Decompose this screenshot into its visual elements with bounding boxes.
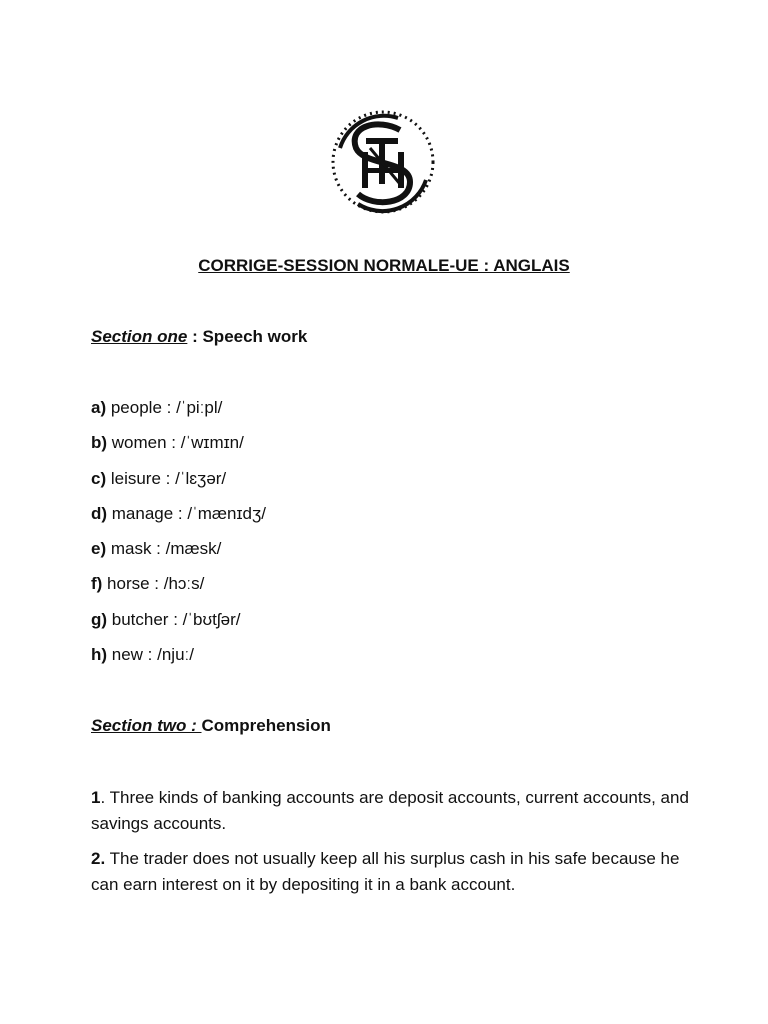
section-two-heading <box>91 716 331 736</box>
section-one-name: Speech work <box>202 327 308 346</box>
answer-number: 2. <box>91 849 106 868</box>
section-one-separator: : <box>187 327 203 346</box>
item-text: women : /ˈwɪmɪn/ <box>107 433 244 452</box>
list-item <box>91 609 240 631</box>
section-two-name: Comprehension <box>201 716 331 735</box>
answer-item <box>91 785 691 837</box>
item-key: f) <box>91 574 103 593</box>
answer-text: . Three kinds of banking accounts are deposit accounts, current accounts, and savings accounts. <box>91 788 689 833</box>
item-key: e) <box>91 539 107 558</box>
sth-monogram-icon <box>318 108 448 220</box>
list-item <box>91 397 222 419</box>
item-text: leisure : /ˈlɛʒər/ <box>106 469 227 488</box>
list-item <box>91 538 221 560</box>
section-two-label: Section two : <box>91 716 202 735</box>
list-item <box>91 503 266 525</box>
item-text: butcher : /ˈbʊtʃər/ <box>107 610 241 629</box>
item-key: g) <box>91 610 108 629</box>
item-text: mask : /mæsk/ <box>106 539 222 558</box>
list-item <box>91 468 226 490</box>
sth-logo <box>318 108 448 220</box>
item-key: c) <box>91 469 107 488</box>
list-item <box>91 432 244 454</box>
item-text: people : /ˈpiːpl/ <box>106 398 223 417</box>
item-text: manage : /ˈmænɪdʒ/ <box>107 504 266 523</box>
item-key: a) <box>91 398 107 417</box>
item-key: b) <box>91 433 108 452</box>
list-item <box>91 573 204 595</box>
item-text: new : /njuː/ <box>107 645 194 664</box>
item-key: h) <box>91 645 108 664</box>
page-title: CORRIGE-SESSION NORMALE-UE : ANGLAIS <box>198 256 570 275</box>
item-key: d) <box>91 504 108 523</box>
answer-number: 1 <box>91 788 101 807</box>
section-one-heading <box>91 327 307 347</box>
answer-text: The trader does not usually keep all his surplus cash in his safe because he can earn interest on it by depositing it in a bank account. <box>91 849 680 894</box>
item-text: horse : /hɔːs/ <box>102 574 205 593</box>
list-item <box>91 644 194 666</box>
section-one-label: Section one <box>91 327 188 346</box>
answer-item <box>91 846 691 898</box>
